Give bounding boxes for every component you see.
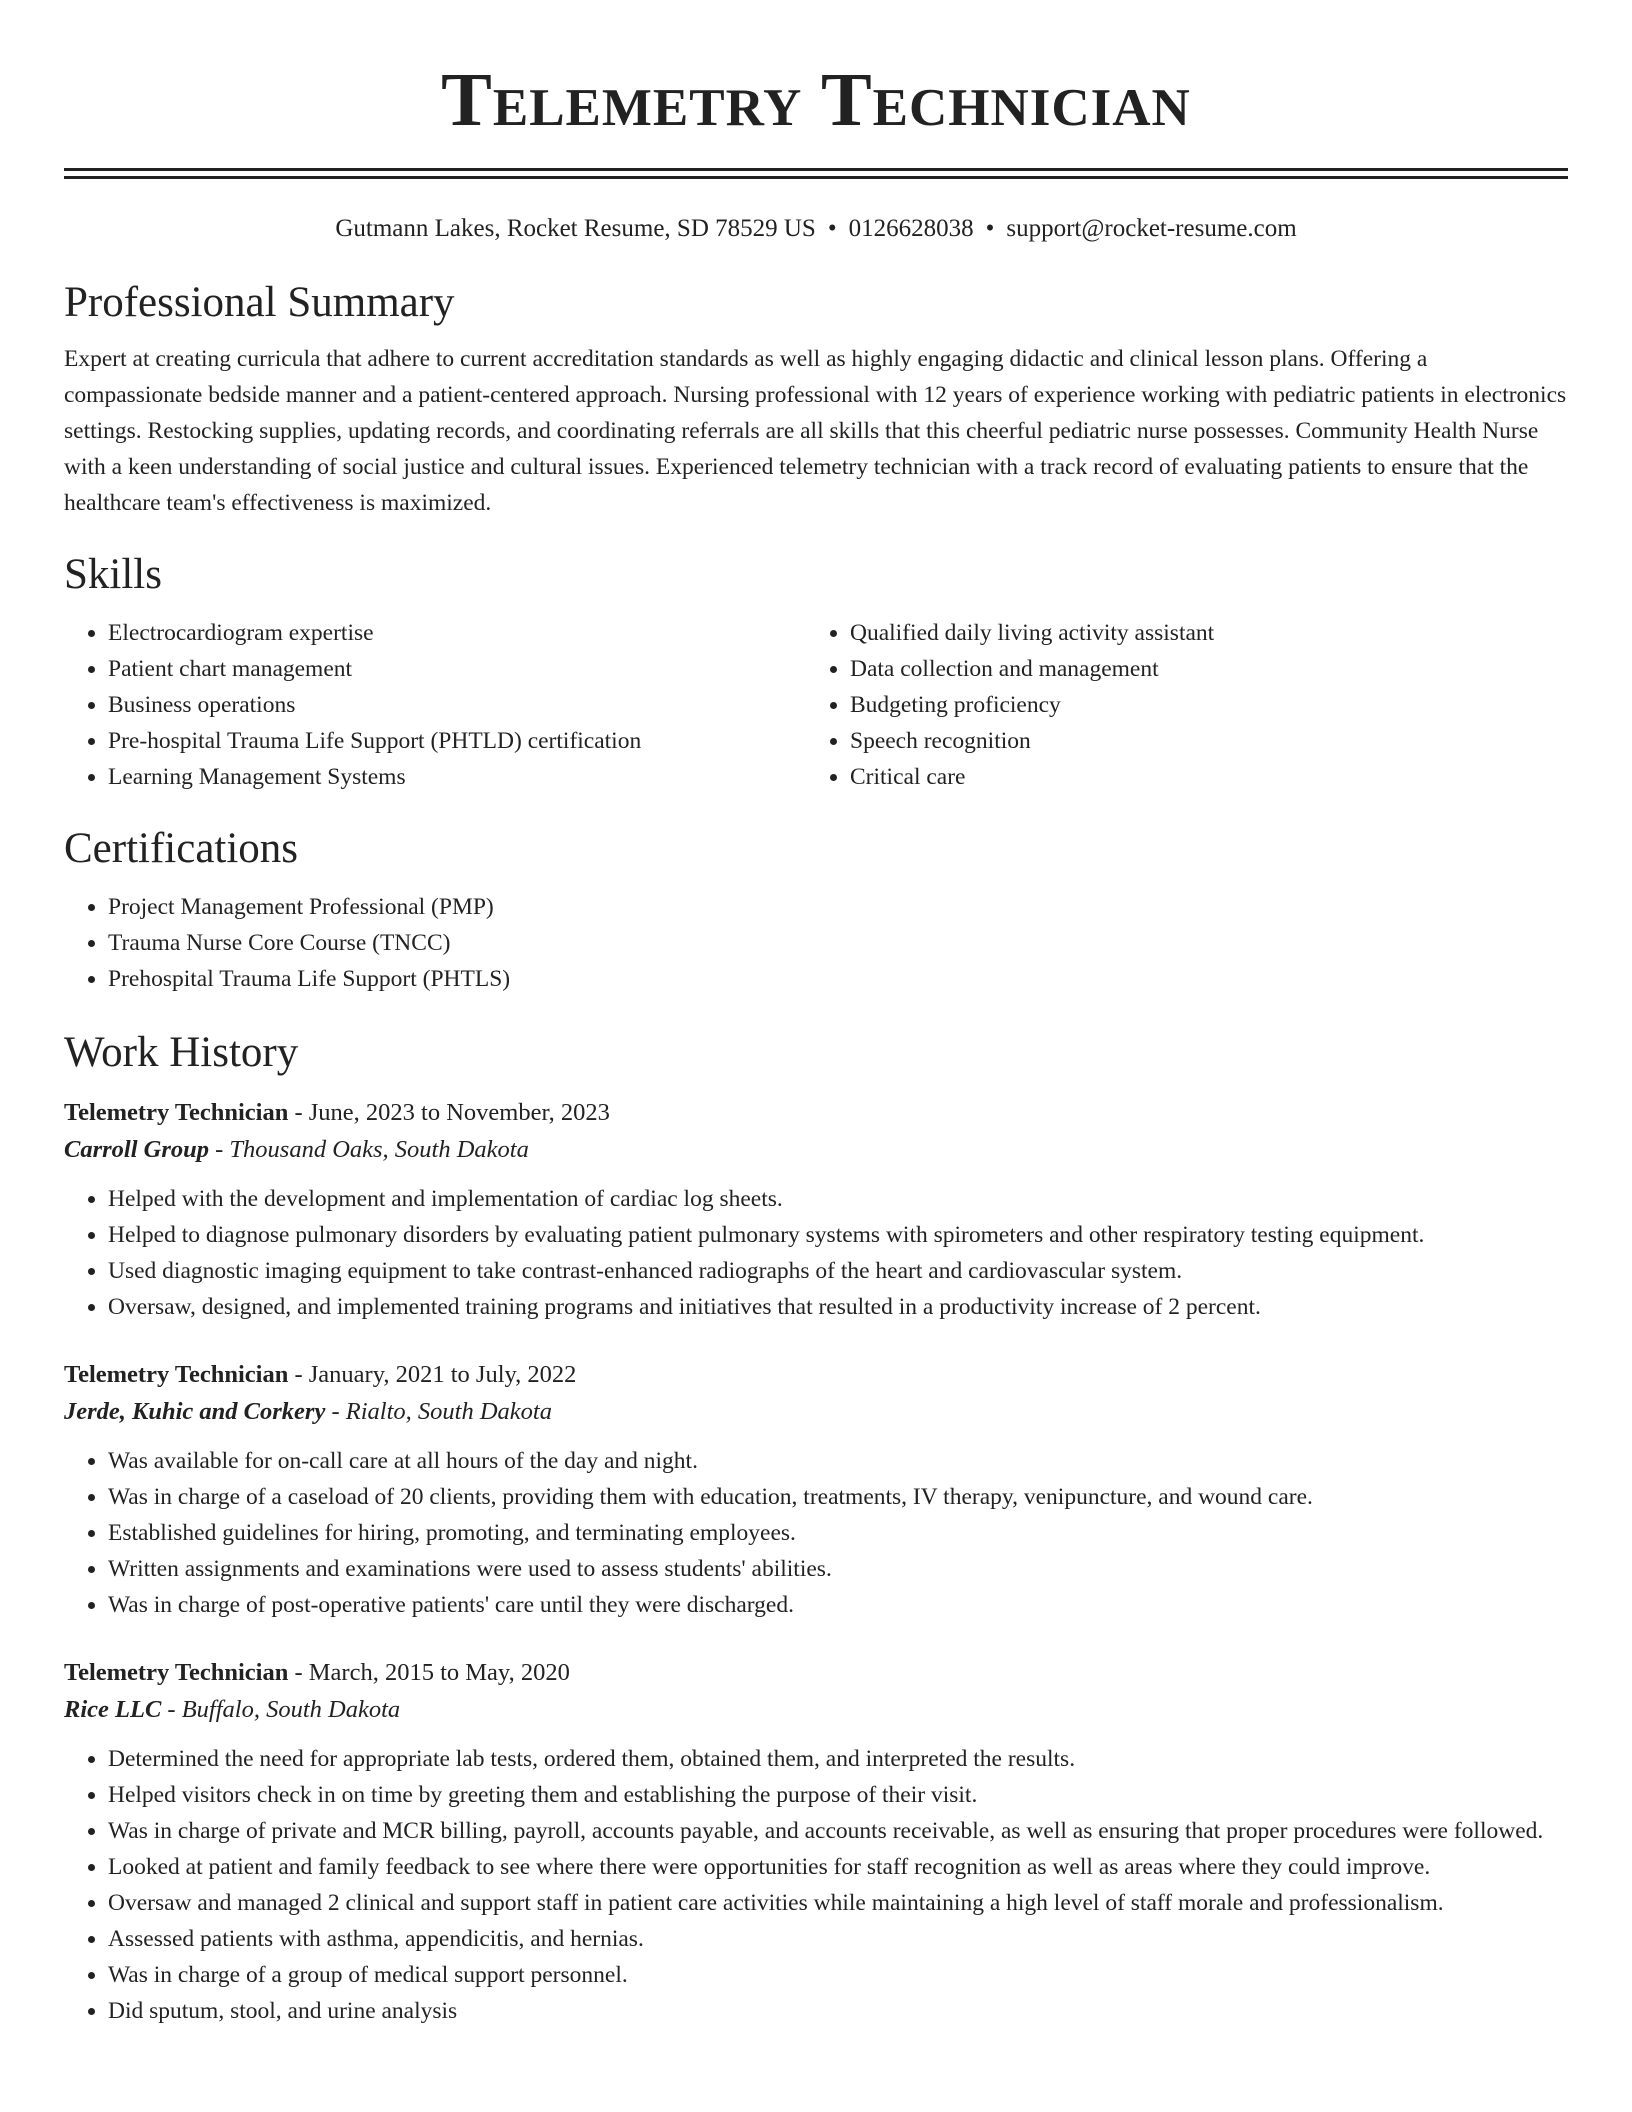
job-bullet: • Was in charge of a caseload of 20 clients, providing them with education, treatments, IV therapy, venipuncture, and wound care. — [108, 1479, 1568, 1515]
job-bullet: • Used diagnostic imaging equipment to take contrast-enhanced radiographs of the heart and cardiovascular system. — [108, 1253, 1568, 1289]
skills-columns — [64, 615, 1568, 795]
job-entry — [64, 1357, 1568, 1623]
job-company: Jerde, Kuhic and Corkery — [64, 1398, 326, 1425]
skill-item: • Data collection and management — [850, 651, 1548, 687]
job-bullets — [64, 1741, 1568, 2029]
certification-item: • Trauma Nurse Core Course (TNCC) — [108, 925, 1568, 961]
job-bullet: • Written assignments and examinations were used to assess students' abilities. — [108, 1551, 1568, 1587]
summary-heading: Professional Summary — [64, 279, 455, 326]
certification-item: • Project Management Professional (PMP) — [108, 889, 1568, 925]
job-bullet: • Assessed patients with asthma, appendicitis, and hernias. — [108, 1921, 1568, 1957]
header-divider — [64, 168, 1568, 179]
job-bullets — [64, 1181, 1568, 1325]
job-title: Telemetry Technician — [64, 1659, 289, 1686]
job-dates: - March, 2015 to May, 2020 — [288, 1659, 570, 1686]
job-location: - Thousand Oaks, South Dakota — [209, 1136, 529, 1163]
job-bullet: • Was available for on-call care at all hours of the day and night. — [108, 1443, 1568, 1479]
job-bullet: • Helped with the development and implementation of cardiac log sheets. — [108, 1181, 1568, 1217]
job-title: Telemetry Technician — [64, 1099, 289, 1126]
skill-item: • Critical care — [850, 759, 1548, 795]
job-entry — [64, 1655, 1568, 2029]
job-company-line — [64, 1393, 1568, 1431]
work-history-heading: Work History — [64, 1029, 299, 1076]
contact-separator: • — [827, 215, 837, 242]
job-bullets — [64, 1443, 1568, 1623]
skill-item: • Business operations — [108, 687, 806, 723]
job-dates: - June, 2023 to November, 2023 — [288, 1099, 610, 1126]
job-location: - Rialto, South Dakota — [325, 1398, 552, 1425]
contact-address: Gutmann Lakes, Rocket Resume, SD 78529 US — [335, 215, 816, 242]
contact-separator: • — [985, 215, 995, 242]
job-bullet: • Was in charge of a group of medical support personnel. — [108, 1957, 1568, 1993]
skills-heading: Skills — [64, 551, 162, 598]
job-bullet: • Determined the need for appropriate lab tests, ordered them, obtained them, and interpreted the results. — [108, 1741, 1568, 1777]
skills-list-left — [64, 615, 806, 795]
job-company-line — [64, 1691, 1568, 1729]
skill-item: • Qualified daily living activity assistant — [850, 615, 1548, 651]
job-bullet: • Established guidelines for hiring, promoting, and terminating employees. — [108, 1515, 1568, 1551]
job-company-line — [64, 1131, 1568, 1169]
resume-name: Telemetry Technician — [441, 58, 1191, 142]
job-bullet: • Helped visitors check in on time by greeting them and establishing the purpose of their visit. — [108, 1777, 1568, 1813]
job-title-line — [64, 1655, 1568, 1691]
job-dates: - January, 2021 to July, 2022 — [288, 1361, 577, 1388]
job-title-line — [64, 1095, 1568, 1131]
job-location: - Buffalo, South Dakota — [161, 1696, 401, 1723]
job-bullet: • Did sputum, stool, and urine analysis — [108, 1993, 1568, 2029]
skill-item: • Patient chart management — [108, 651, 806, 687]
job-bullet: • Oversaw, designed, and implemented training programs and initiatives that resulted in a productivity increase of 2 percent. — [108, 1289, 1568, 1325]
job-title: Telemetry Technician — [64, 1361, 289, 1388]
contact-line — [64, 213, 1568, 245]
job-company: Rice LLC — [64, 1696, 162, 1723]
skill-item: • Electrocardiogram expertise — [108, 615, 806, 651]
summary-text: Expert at creating curricula that adhere to current accreditation standards as well as highly engaging didactic and clinical lesson plans. Offering a compassionate bedside manner and a patient-centered approach. Nursing professional with 12 years of experience working with pediatric patients in electronics settings. Restocking supplies, updating records, and coordinating referrals are all skills that this cheerful pediatric nurse possesses. Community Health Nurse with a keen understanding of social justice and cultural issues. Experienced telemetry technician with a track record of evaluating patients to ensure that the healthcare team's effectiveness is maximized. — [64, 346, 1567, 516]
certifications-list — [64, 889, 1568, 997]
job-bullet: • Was in charge of private and MCR billing, payroll, accounts payable, and accounts receivable, as well as ensuring that proper procedures were followed. — [108, 1813, 1568, 1849]
skill-item: • Pre-hospital Trauma Life Support (PHTLD) certification — [108, 723, 806, 759]
certifications-heading: Certifications — [64, 825, 299, 872]
contact-email: support@rocket-resume.com — [1006, 215, 1297, 242]
job-bullet: • Looked at patient and family feedback to see where there were opportunities for staff recognition as well as areas where they could improve. — [108, 1849, 1568, 1885]
contact-phone: 0126628038 — [848, 215, 974, 242]
job-entry — [64, 1095, 1568, 1325]
skills-list-right — [806, 615, 1548, 795]
job-bullet: • Helped to diagnose pulmonary disorders by evaluating patient pulmonary systems with spirometers and other respiratory testing equipment. — [108, 1217, 1568, 1253]
certification-item: • Prehospital Trauma Life Support (PHTLS) — [108, 961, 1568, 997]
job-title-line — [64, 1357, 1568, 1393]
resume-page — [64, 0, 1568, 2029]
skill-item: • Budgeting proficiency — [850, 687, 1548, 723]
skill-item: • Learning Management Systems — [108, 759, 806, 795]
skill-item: • Speech recognition — [850, 723, 1548, 759]
job-company: Carroll Group — [64, 1136, 210, 1163]
job-bullet: • Was in charge of post-operative patients' care until they were discharged. — [108, 1587, 1568, 1623]
job-bullet: • Oversaw and managed 2 clinical and support staff in patient care activities while maintaining a high level of staff morale and professionalism. — [108, 1885, 1568, 1921]
